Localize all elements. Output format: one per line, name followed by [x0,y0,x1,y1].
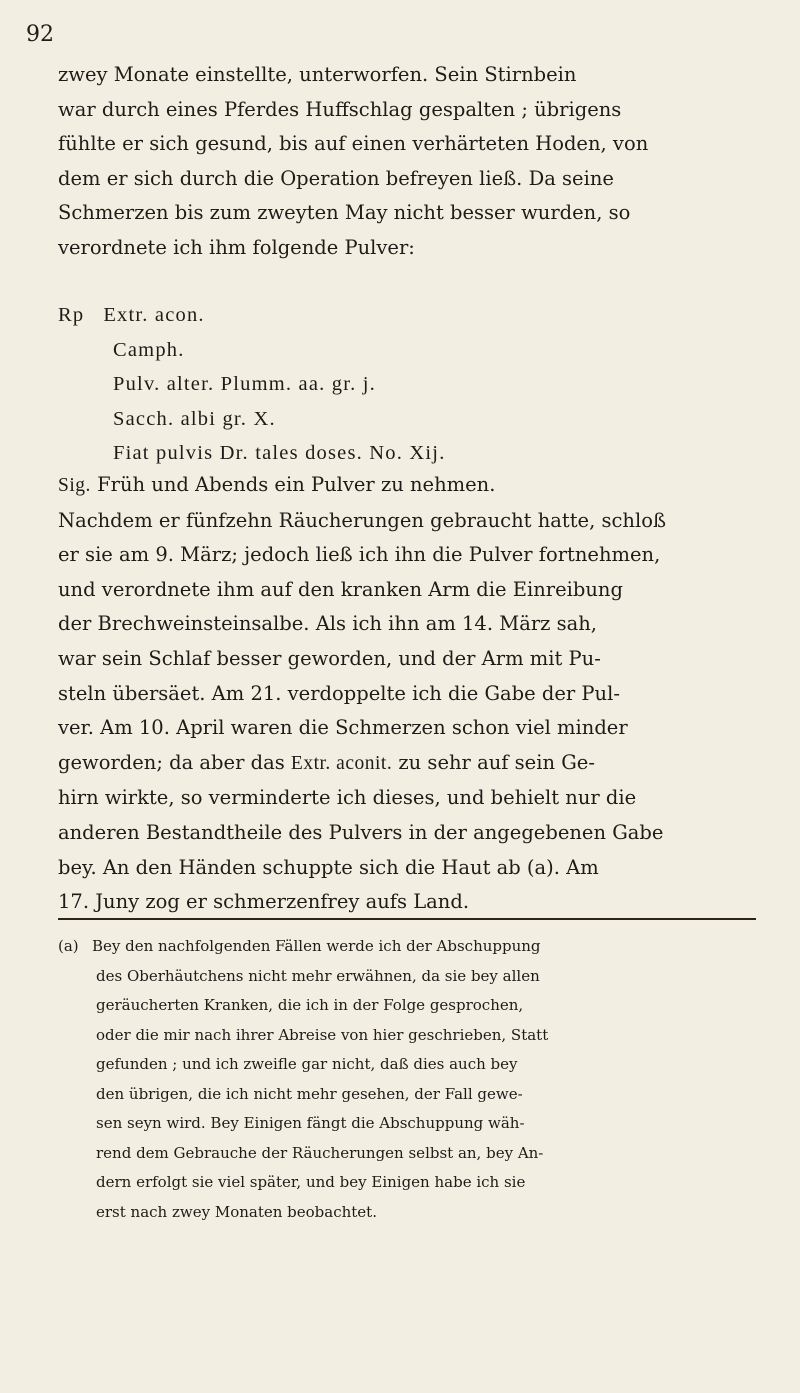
ingredient: Pulv. alter. Plumm. aa. gr. j. [113,373,377,396]
footnote-line: den übrigen, die ich nicht mehr gesehen, der Fall gewe- [96,1084,523,1103]
text-line: zwey Monate einstellte, unterworfen. Sein Stirnbein [58,63,577,86]
footnote-line: oder die mir nach ihrer Abreise von hier geschrieben, Statt [96,1025,549,1044]
ingredient: Extr. acon. [103,304,205,326]
latin-term: Extr. aconit. [290,752,393,774]
ingredient: Sacch. albi gr. X. [113,407,276,430]
footnote-line: gefunden ; und ich zweifle gar nicht, daß dies auch bey [96,1055,518,1073]
text-line: war sein Schlaf besser geworden, und der Arm mit Pu- [58,646,601,670]
text-line: war durch eines Pferdes Huffschlag gespalten ; übrigens [58,97,622,121]
footnote-line: (a) Bey den nachfolgenden Fällen werde ich der Abschuppung [58,932,758,962]
text-line: steln übersäet. Am 21. verdoppelte ich die Gabe der Pul- [58,681,620,705]
text-line: bey. An den Händen schuppte sich die Haut ab (a). Am [58,855,599,879]
text-line: fühlte er sich gesund, bis auf einen verhärteten Hoden, von [58,132,649,156]
sig-label: Sig. [58,475,91,496]
main-paragraph [58,58,758,266]
footnote-divider [58,918,756,920]
text-line: geworden; da aber das Extr. aconit. zu sehr auf sein Ge- [58,750,595,774]
prescription-line [58,298,738,333]
footnote-line: rend dem Gebrauche der Räucherungen selbst an, bey An- [96,1143,544,1162]
text-line: anderen Bestandtheile des Pulvers in der angegebenen Gabe [58,820,664,844]
footnote-line: dern erfolgt sie viel später, und bey Einigen habe ich sie [96,1173,526,1191]
text-line: Schmerzen bis zum zweyten May nicht besser wurden, so [58,201,631,225]
text-line: der Brechweinsteinsalbe. Als ich ihn am 14. März sah, [58,612,598,636]
footnote [58,932,758,1227]
footnote-line: geräucherten Kranken, die ich in der Folge gesprochen, [96,996,524,1014]
sig-text: Früh und Abends ein Pulver zu nehmen. [97,473,496,496]
text-line: verordnete ich ihm folgende Pulver: [58,235,415,259]
footnote-line: des Oberhäutchens nicht mehr erwähnen, da sie bey allen [96,966,540,985]
footnote-marker: (a) [58,937,79,955]
footnote-line: sen seyn wird. Bey Einigen fängt die Abschuppung wäh- [96,1114,525,1132]
prescription-instruction: Fiat pulvis Dr. tales doses. No. Xij. [113,442,446,465]
text-line: hirn wirkte, so verminderte ich dieses, und behielt nur die [58,786,637,810]
signa-line [58,468,758,504]
text-line: er sie am 9. März; jedoch ließ ich ihn die Pulver fortnehmen, [58,543,661,567]
text-line: 17. Juny zog er schmerzenfrey aufs Land. [58,890,470,914]
text-line: dem er sich durch die Operation befreyen ließ. Da seine [58,166,614,190]
text-line: Nachdem er fünfzehn Räucherungen gebraucht hatte, schloß [58,508,666,532]
footnote-line: erst nach zwey Monaten beobachtet. [96,1202,377,1221]
prescription-block [58,298,738,471]
page-number: 92 [26,22,54,47]
text-line: und verordnete ihm auf den kranken Arm die Einreibung [58,577,623,601]
ingredient: Camph. [113,338,185,361]
continued-paragraph [58,468,758,920]
text-line: ver. Am 10. April waren die Schmerzen schon viel minder [58,716,628,740]
rp-label: Rp [58,304,85,326]
